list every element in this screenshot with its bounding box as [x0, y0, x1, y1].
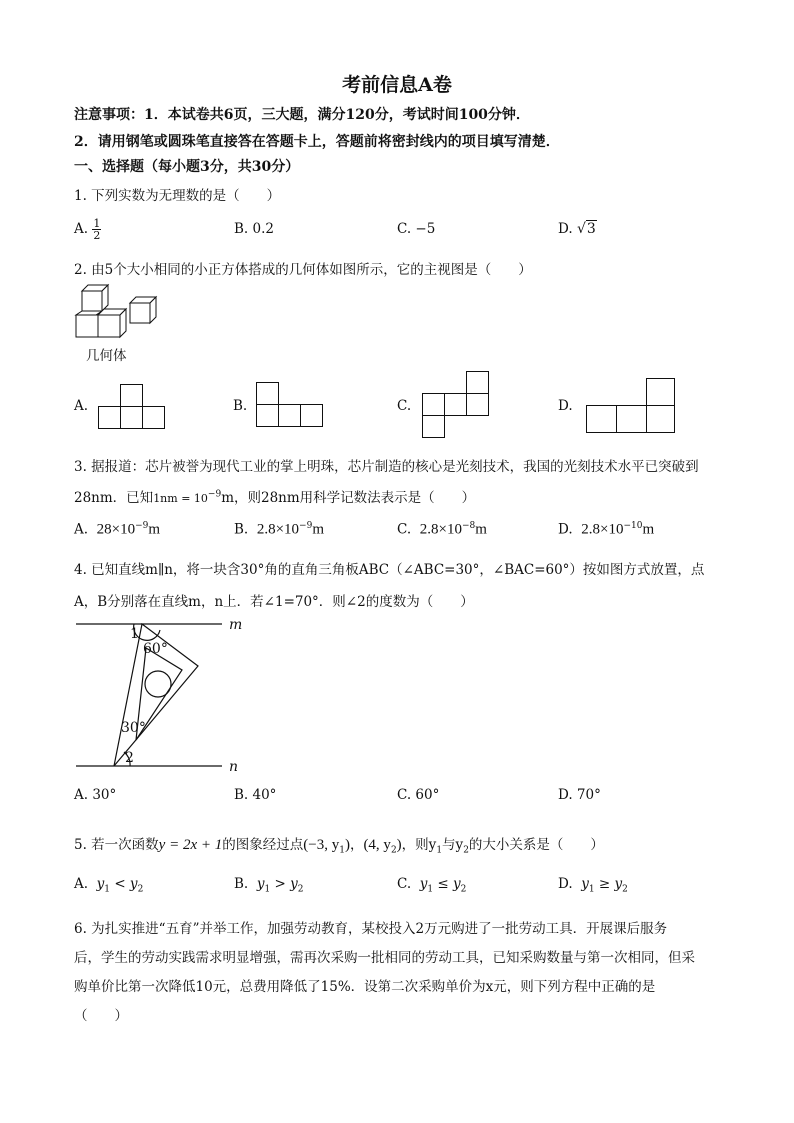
- q4-option-b: B. 40°: [234, 787, 277, 803]
- q4-label-angle-1: 1: [130, 626, 139, 642]
- q2-option-c-label: C.: [397, 398, 412, 414]
- q2-option-d-label: D.: [558, 398, 573, 414]
- q4-label-60: 60°: [143, 641, 168, 657]
- question-6-stem-line-2: 后，学生的劳动实践需求明显增强，需再次采购一批相同的劳动工具，已知采购数量与第一次相同，但采: [74, 950, 695, 966]
- section-heading: 一、选择题（每小题3分，共30分）: [74, 159, 300, 175]
- q4-option-a: A. 30°: [74, 787, 117, 803]
- page-title: 考前信息A卷: [342, 74, 452, 96]
- q2-solid-figure: [74, 283, 164, 343]
- fraction: $\frac{1}{2}$: [93, 217, 101, 242]
- question-4-stem-line-2: A，B分别落在直线m，n上．若∠1=70°．则∠2的度数为（ ）: [74, 594, 474, 610]
- q2-option-b-figure: [254, 380, 326, 430]
- square-root: √3: [576, 221, 596, 237]
- q4-triangle-figure: [74, 612, 254, 780]
- q2-option-d-figure: [584, 376, 680, 436]
- notice-line-2: 2．请用钢笔或圆珠笔直接答在答题卡上，答题前将密封线内的项目填写清楚．: [74, 134, 560, 150]
- notice-line-1: 注意事项：1．本试卷共6页，三大题，满分120分，考试时间100分钟．: [74, 107, 530, 123]
- q4-label-m: m: [229, 617, 243, 633]
- question-3-stem-line-2: 28nm．已知$1nm = 10^{-9}m$，则28nm用科学记数法表示是（ ）: [74, 489, 476, 506]
- q3-option-c: C. $2.8\times 10^{-8}m$: [397, 521, 487, 538]
- q1-option-c: C. −5: [397, 221, 436, 237]
- q2-option-a-figure: [96, 382, 168, 432]
- question-6-stem-line-1: 6. 为扎实推进“五育”并举工作，加强劳动教育，某校投入2万元购进了一批劳动工具．开展课后服务: [74, 921, 668, 937]
- q4-option-d: D. 70°: [558, 787, 601, 803]
- q2-option-c-figure: [420, 370, 492, 442]
- q5-option-d: D. $y_1 \ge y_2$: [558, 876, 628, 895]
- question-1-stem: 1. 下列实数为无理数的是（ ）: [74, 188, 281, 204]
- q5-option-c: C. $y_1 \le y_2$: [397, 876, 467, 895]
- q2-figure-caption: 几何体: [86, 348, 127, 364]
- question-3-stem-line-1: 3. 据报道：芯片被誉为现代工业的掌上明珠，芯片制造的核心是光刻技术，我国的光刻技术水平已突破到: [74, 459, 699, 475]
- question-6-stem-line-4: （ ）: [74, 1008, 128, 1024]
- q2-option-a-label: A.: [74, 398, 89, 414]
- q2-option-b-label: B.: [233, 398, 248, 414]
- question-4-stem-line-1: 4. 已知直线m∥n，将一块含30°角的直角三角板ABC（∠ABC=30°，∠BAC=60°）按如图方式放置，点: [74, 562, 705, 578]
- q5-option-b: B. $y_1 > y_2$: [234, 876, 304, 895]
- q4-label-angle-2: 2: [125, 750, 134, 766]
- q3-option-d: D. $2.8\times 10^{-10}m$: [558, 521, 655, 538]
- q1-option-b: B. 0.2: [234, 221, 274, 237]
- q4-option-c: C. 60°: [397, 787, 440, 803]
- q4-label-n: n: [229, 759, 239, 775]
- q4-label-30: 30°: [121, 720, 146, 736]
- question-6-stem-line-3: 购单价比第一次降低10元，总费用降低了15%．设第二次采购单价为x元，则下列方程中正确的是: [74, 979, 656, 995]
- question-2-stem: 2. 由5个大小相同的小正方体搭成的几何体如图所示，它的主视图是（ ）: [74, 262, 532, 278]
- q3-option-b: B. $2.8\times 10^{-9}m$: [234, 521, 324, 538]
- q1-option-d: D. √3: [558, 221, 596, 237]
- q1-option-a: A. $\frac{1}{2}$: [74, 217, 101, 242]
- question-5-stem: 5. 若一次函数y = 2x + 1的图象经过点(−3, $y_1$)，(4, $y_2$)，则$y_1$与$y_2$的大小关系是（ ）: [74, 837, 604, 856]
- q5-option-a: A. $y_1 < y_2$: [74, 876, 144, 895]
- q3-option-a: A. $28\times 10^{-9}m$: [74, 521, 161, 538]
